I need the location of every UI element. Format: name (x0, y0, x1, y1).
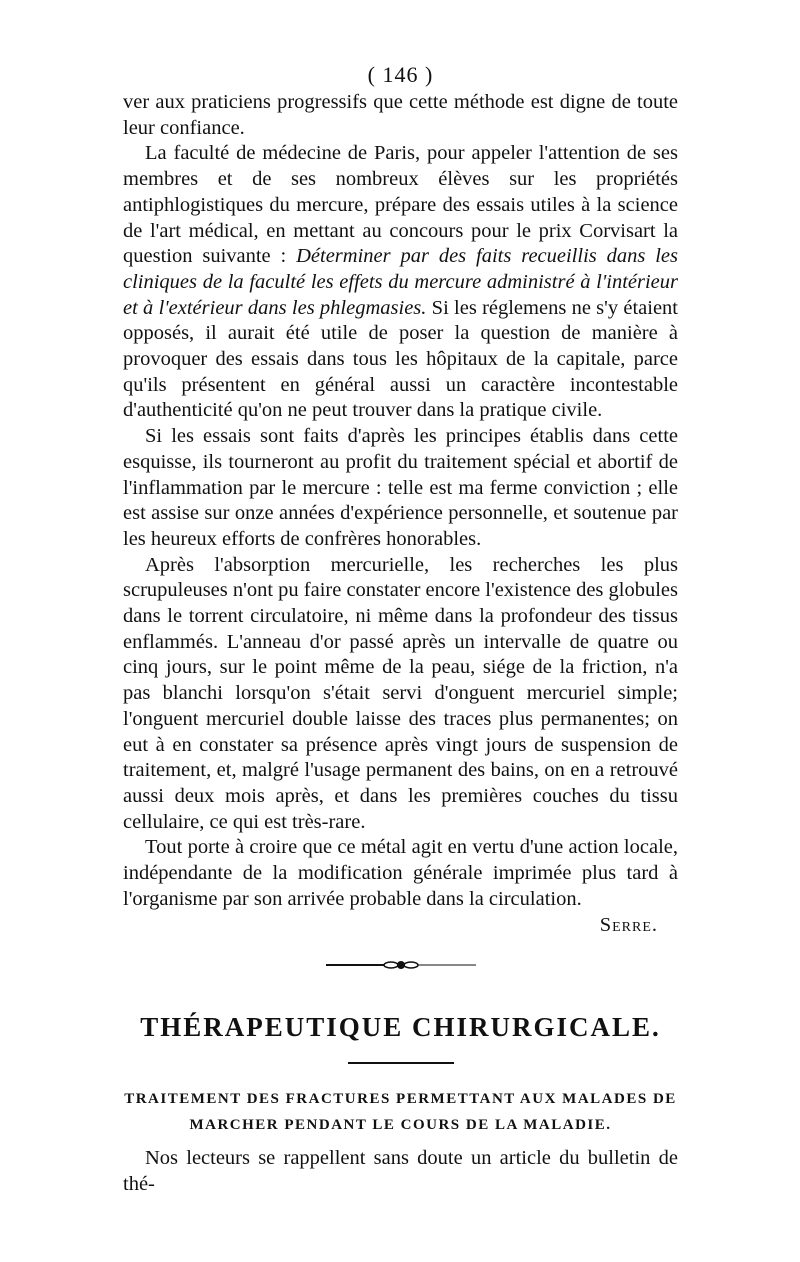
paragraph-text: Si les réglemens ne s'y étaient opposés, il aurait été utile de poser la question de manière à provoquer des essais dans tous les hôpitaux de la capitale, parce qu'ils présentent en général aussi un caractère incontestable d'authenticité qu'on ne peut trouver dans la pratique civile. (123, 296, 678, 422)
subtitle-line: MARCHER PENDANT LE COURS DE LA MALADIE. (189, 1117, 612, 1134)
subtitle-line: TRAITEMENT DES FRACTURES PERMETTANT AUX MALADES DE (124, 1091, 677, 1108)
paragraph-text: Tout porte à croire que ce métal agit en vertu d'une action locale, indépendante de la modification générale imprimée plus tard à l'organisme par son arrivée probable dans la circulation. (123, 836, 678, 910)
paragraph-conclusion (123, 835, 678, 936)
section-title: THÉRAPEUTIQUE CHIRURGICALE. (140, 1012, 661, 1043)
paragraph-text: La faculté de médecine de Paris, pour appeler l'attention de ses membres et de ses nombreux élèves sur les propriétés antiphlogistiques du mercure, prépare des essais utiles à la science de l'art médical, en mettant au concours pour le prix Corvisart la question suivante : (123, 142, 678, 268)
article-body (123, 90, 678, 938)
paragraph-faculte (123, 141, 678, 424)
article-subtitle (123, 1086, 678, 1138)
paragraph-essais: Si les essais sont faits d'après les principes établis dans cette esquisse, ils tourneront au profit du traitement spécial et abortif de l'inflammation par le mercure : telle est ma ferme conviction ; elle est assise sur onze années d'expérience personnelle, et soutenue par les heureux efforts de confrères honorables. (123, 425, 678, 550)
page (123, 60, 678, 1198)
article-opening (123, 1146, 678, 1197)
page-number: ( 146 ) (367, 62, 434, 87)
paragraph-continuation: ver aux praticiens progressifs que cette méthode est digne de toute leur confiance. (123, 91, 678, 139)
paragraph-opening: Nos lecteurs se rappellent sans doute un article du bulletin de thé- (123, 1147, 678, 1195)
section-rule (348, 1062, 454, 1064)
paragraph-absorption: Après l'absorption mercurielle, les recherches les plus scrupuleuses n'ont pu faire constater encore l'existence des globules dans le torrent circulatoire, ni même dans la profondeur des tissus enflammés. L'anneau d'or passé après un intervalle de quatre ou cinq jours, sur le point même de la peau, siége de la friction, n'a pas blanchi lorsqu'on s'était servi d'onguent mercuriel simple; l'onguent mercuriel double laisse des traces plus permanentes; on eut à en constater sa présence après vingt jours de suspension de traitement, et, malgré l'usage permanent des bains, on en a retrouvé aussi deux mois après, et dans les premières couches du tissu cellulaire, ce qui est très-rare. (123, 553, 679, 833)
author-signature: Serre. (599, 913, 658, 936)
prize-question: Déterminer par des faits recueillis dans les cliniques de la faculté les effets du mercure administré à l'intérieur et à l'extérieur dans les phlegmasies. (123, 245, 678, 319)
fleuron-ornament (326, 958, 476, 972)
